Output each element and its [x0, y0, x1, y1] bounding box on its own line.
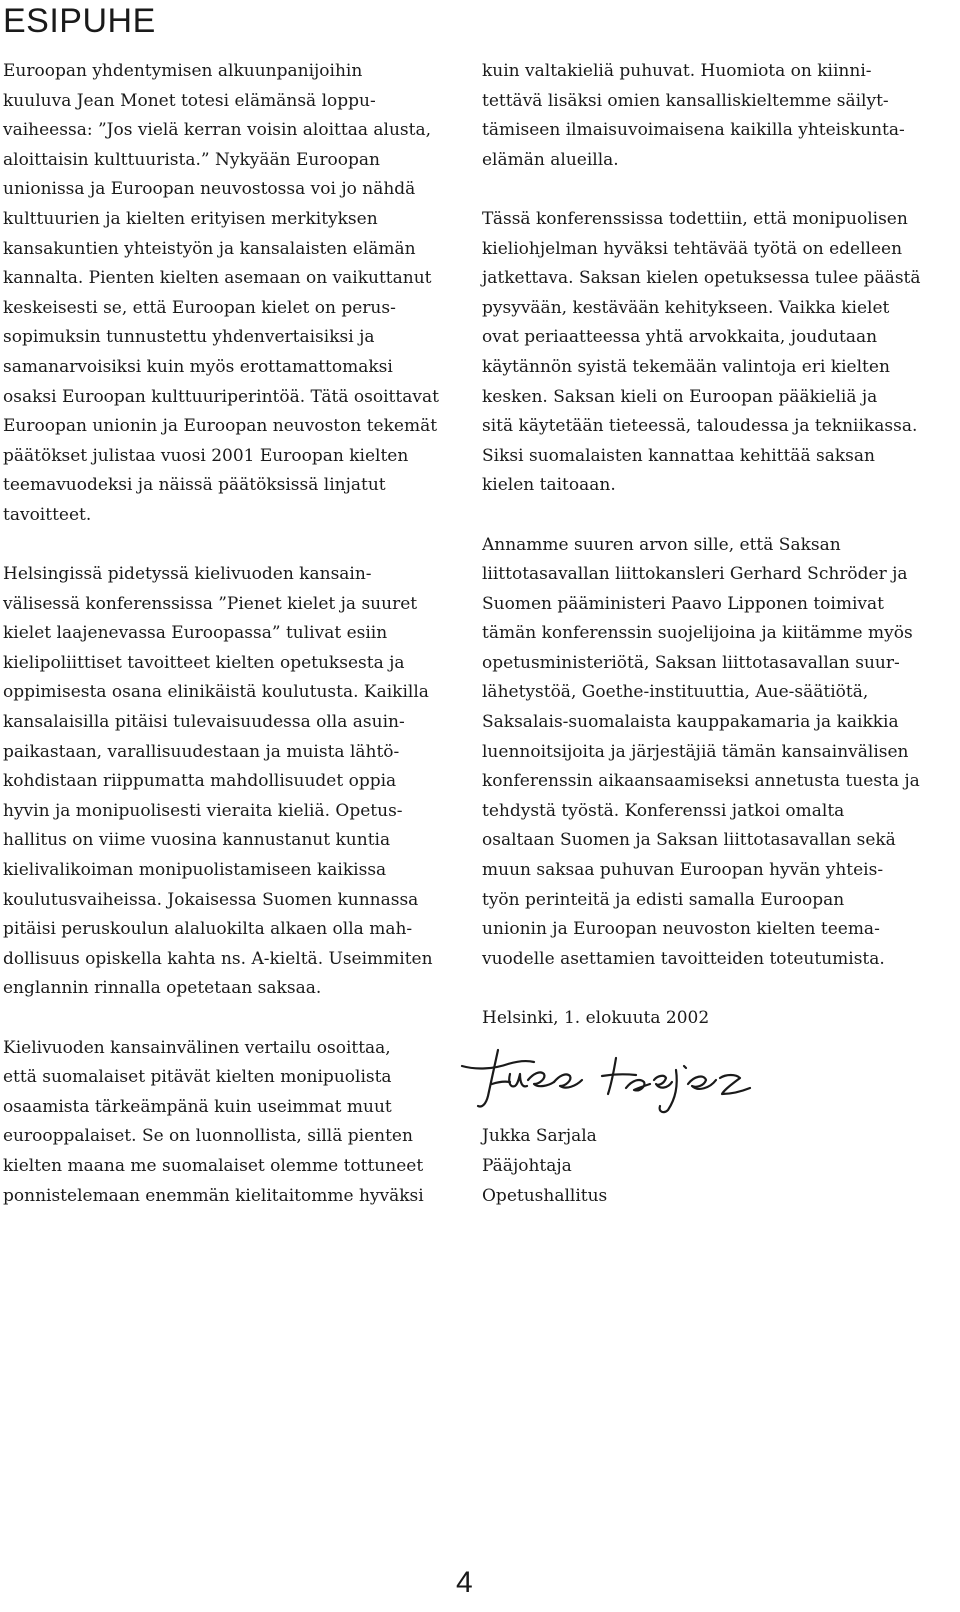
text-line: vaiheessa: ”Jos vielä kerran voisin aloittaa alusta,: [3, 120, 431, 141]
text-line: paikastaan, varallisuudestaan ja muista lähtö-: [3, 741, 400, 762]
signer-title: Pääjohtaja: [482, 1155, 572, 1176]
text-line: samanarvoisiksi kuin myös erottamattomaksi: [3, 356, 393, 377]
text-line: sitä käytetään tieteessä, taloudessa ja tekniikassa.: [482, 416, 918, 437]
text-line: Tässä konferenssissa todettiin, että monipuolisen: [482, 208, 908, 229]
text-line: vuodelle asettamien tavoitteiden toteutumista.: [482, 948, 885, 969]
text-line: hallitus on viime vuosina kannustanut kuntia: [3, 830, 391, 851]
paragraph-conference: [3, 560, 465, 1004]
signer-name: Jukka Sarjala: [482, 1126, 597, 1147]
text-line: kansakuntien yhteistyön ja kansalaisten elämän: [3, 238, 416, 259]
text-line: päätökset julistaa vuosi 2001 Euroopan kielten: [3, 445, 409, 466]
text-line: kielipoliittiset tavoitteet kielten opetuksesta ja: [3, 652, 405, 673]
text-line: kulttuurien ja kielten erityisen merkityksen: [3, 208, 378, 229]
text-line: konferenssin aikaansaamiseksi annetusta tuesta ja: [482, 771, 920, 792]
text-line: Saksalais-suomalaista kauppakamaria ja kaikkia: [482, 712, 899, 733]
text-line: liittotasavallan liittokansleri Gerhard Schröder ja: [482, 564, 908, 585]
text-line: ovat periaatteessa yhtä arvokkaita, joudutaan: [482, 327, 878, 348]
text-line: Euroopan unionin ja Euroopan neuvoston tekemät: [3, 416, 438, 437]
text-line: tämän konferenssin suojelijoina ja kiitämme myös: [482, 623, 913, 644]
text-line: hyvin ja monipuolisesti vieraita kieliä. Opetus-: [3, 800, 403, 821]
text-line: kohdistaan riippumatta mahdollisuudet oppia: [3, 771, 397, 792]
text-line: opetusministeriötä, Saksan liittotasavallan suur-: [482, 652, 900, 673]
text-line: kielet laajenevassa Euroopassa” tulivat esiin: [3, 623, 388, 644]
text-line: tavoitteet.: [3, 504, 92, 525]
place-date: [482, 1004, 952, 1034]
text-line: tettävä lisäksi omien kansalliskieltemme säilyt-: [482, 90, 889, 111]
handwritten-signature: [458, 1044, 758, 1116]
text-line: osaltaan Suomen ja Saksan liittotasavallan sekä: [482, 830, 896, 851]
signer-organization: Opetushallitus: [482, 1185, 608, 1206]
text-line: jatkettava. Saksan kielen opetuksessa tulee päästä: [482, 268, 921, 289]
text-line: teemavuodeksi ja näissä päätöksissä linjatut: [3, 475, 386, 496]
text-line: kesken. Saksan kieli on Euroopan pääkieliä ja: [482, 386, 878, 407]
text-line: aloittaisin kulttuurista.” Nykyään Euroopan: [3, 149, 380, 170]
page-number: 4: [456, 1566, 473, 1599]
text-line: kielivalikoiman monipuolistamiseen kaikissa: [3, 860, 387, 881]
text-line: Annamme suuren arvon sille, että Saksan: [482, 534, 841, 555]
text-line: pysyvään, kestävään kehitykseen. Vaikka kielet: [482, 297, 890, 318]
paragraph-national-languages: [482, 57, 952, 175]
text-line: Siksi suomalaisten kannattaa kehittää saksan: [482, 445, 875, 466]
text-line: ponnistelemaan enemmän kielitaitomme hyväksi: [3, 1185, 424, 1206]
text-line: välisessä konferenssissa ”Pienet kielet ja suuret: [3, 593, 418, 614]
paragraph-acknowledgements: [482, 531, 952, 975]
text-line: osaksi Euroopan kulttuuriperintöä. Tätä osoittavat: [3, 386, 439, 407]
text-line: kieliohjelman hyväksi tehtävää työtä on edelleen: [482, 238, 903, 259]
text-line: työn perinteitä ja edisti samalla Euroopan: [482, 889, 845, 910]
text-line: Suomen pääministeri Paavo Lipponen toimivat: [482, 593, 884, 614]
text-line: kielten maana me suomalaiset olemme tottuneet: [3, 1155, 424, 1176]
text-line: sopimuksin tunnustettu yhdenvertaisiksi ja: [3, 327, 375, 348]
text-line: koulutusvaiheissa. Jokaisessa Suomen kunnassa: [3, 889, 419, 910]
text-line: kannalta. Pienten kielten asemaan on vaikuttanut: [3, 268, 432, 289]
place-date-text: Helsinki, 1. elokuuta 2002: [482, 1008, 710, 1028]
paragraph-comparison: [3, 1034, 465, 1212]
text-line: Helsingissä pidetyssä kielivuoden kansain-: [3, 564, 372, 585]
text-line: dollisuus opiskella kahta ns. A-kieltä. Useimmiten: [3, 948, 433, 969]
text-line: osaamista tärkeämpänä kuin useimmat muut: [3, 1096, 392, 1117]
text-line: pitäisi peruskoulun alaluokilta alkaen olla mah-: [3, 919, 413, 940]
text-line: lähetystöä, Goethe-instituuttia, Aue-säätiötä,: [482, 682, 869, 703]
text-line: eurooppalaiset. Se on luonnollista, sillä pienten: [3, 1126, 413, 1147]
text-line: kansalaisilla pitäisi tulevaisuudessa olla asuin-: [3, 712, 405, 733]
left-column: [3, 57, 465, 1211]
text-line: englannin rinnalla opetetaan saksaa.: [3, 978, 322, 999]
signer-block: [482, 1122, 952, 1211]
text-line: unionissa ja Euroopan neuvostossa voi jo nähdä: [3, 179, 416, 200]
text-line: muun saksaa puhuvan Euroopan hyvän yhteis-: [482, 860, 884, 881]
text-line: tehdystä työstä. Konferenssi jatkoi omalta: [482, 800, 845, 821]
text-line: että suomalaiset pitävät kielten monipuolista: [3, 1067, 392, 1088]
text-line: oppimisesta osana elinikäistä koulutusta. Kaikilla: [3, 682, 429, 703]
text-line: kielen taitoaan.: [482, 475, 616, 496]
paragraph-german-language: [482, 205, 952, 501]
text-line: kuuluva Jean Monet totesi elämänsä loppu-: [3, 90, 376, 111]
paragraph-intro: [3, 57, 465, 531]
text-line: luennoitsijoita ja järjestäjiä tämän kansainvälisen: [482, 741, 909, 762]
text-line: Euroopan yhdentymisen alkuunpanijoihin: [3, 61, 363, 81]
text-line: unionin ja Euroopan neuvoston kielten teema-: [482, 919, 880, 940]
text-line: elämän alueilla.: [482, 149, 619, 170]
text-line: käytännön syistä tekemään valintoja eri kielten: [482, 356, 890, 377]
text-line: Kielivuoden kansainvälinen vertailu osoittaa,: [3, 1037, 391, 1058]
page-title: ESIPUHE: [3, 2, 156, 40]
text-line: keskeisesti se, että Euroopan kielet on perus-: [3, 297, 396, 318]
text-line: tämiseen ilmaisuvoimaisena kaikilla yhteiskunta-: [482, 120, 905, 141]
text-line: kuin valtakieliä puhuvat. Huomiota on kiinni-: [482, 61, 872, 81]
right-column: [482, 57, 952, 1211]
